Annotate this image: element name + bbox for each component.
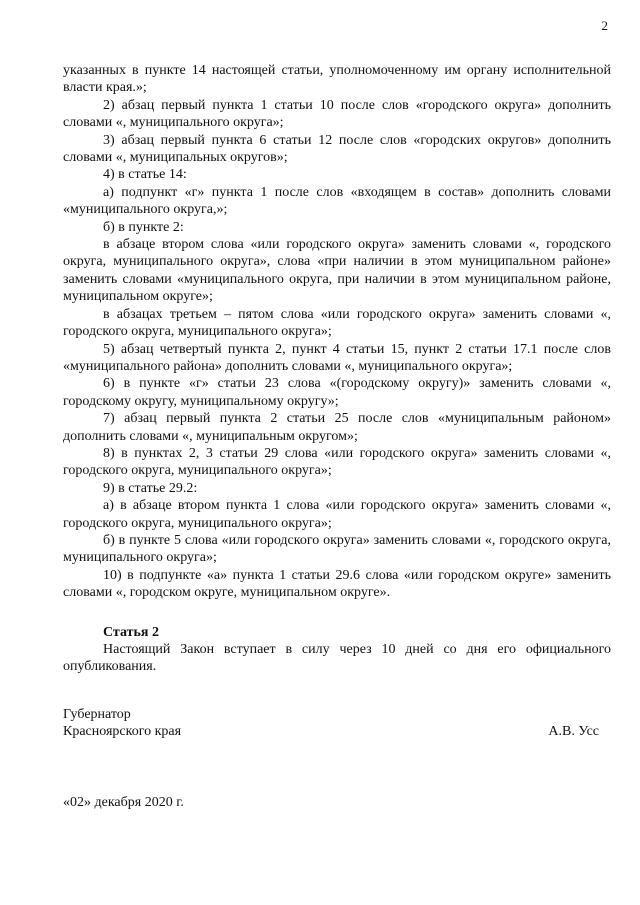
signature-block [63, 706, 611, 741]
article-2 [63, 624, 611, 676]
signer-name: А.В. Усс [548, 724, 599, 740]
paragraph: 9) в статье 29.2: [103, 480, 198, 496]
paragraph: б) в пункте 5 слова «или городского округа» заменить словами «, городского округа, муниципального округа»; [63, 532, 611, 566]
paragraph: а) подпункт «г» пункта 1 после слов «входящем в состав» дополнить словами «муниципального округа,»; [63, 184, 611, 218]
article-text: Настоящий Закон вступает в силу через 10 дней со дня его официального опубликования. [63, 642, 611, 675]
signer-region: Красноярского края [63, 724, 182, 740]
article-title: Статья 2 [103, 624, 159, 640]
page-number: 2 [601, 18, 608, 33]
paragraph: а) в абзаце втором пункта 1 слова «или городского округа» заменить словами «, городского округа, муниципального округа»; [63, 498, 611, 531]
paragraph: 7) абзац первый пункта 2 статьи 25 после слов «муниципальным районом» дополнить словами «, муниципальным округом»; [63, 411, 611, 444]
paragraph: 6) в пункте «г» статьи 23 слова «(городскому округу)» заменить словами «, городскому округу, муниципальному округу»; [63, 376, 611, 409]
signer-position: Губернатор [63, 707, 131, 722]
paragraph: 5) абзац четвертый пункта 2, пункт 4 статьи 15, пункт 2 статьи 17.1 после слов «муниципального района» дополнить словами «, муниципального округа»; [63, 341, 611, 374]
paragraph: 3) абзац первый пункта 6 статьи 12 после слов «городских округов» дополнить словами «, муниципальных округов»; [63, 132, 611, 166]
paragraph: 4) в статье 14: [103, 167, 187, 183]
document-date: «02» декабря 2020 г. [63, 795, 184, 810]
paragraph: 8) в пунктах 2, 3 статьи 29 слова «или городского округа» заменить словами «, городского округа, муниципального округа»; [63, 445, 611, 479]
paragraph: 10) в подпункте «а» пункта 1 статьи 29.6 слова «или городском округе» заменить словами «, городском округе, муниципальном округе». [63, 567, 611, 601]
paragraph: в абзаце втором слова «или городского округа» заменить словами «, городского округа, муниципального округа», слова «при наличии в этом муниципальном районе» заменить словами «муниципального округа, при наличии в этом муниципальном районе, муниципальном округе»; [63, 237, 611, 305]
paragraph: 2) абзац первый пункта 1 статьи 10 после слов «городского округа» дополнить словами «, муниципального округа»; [63, 97, 611, 131]
signature-row [63, 723, 611, 740]
paragraph: в абзацах третьем – пятом слова «или городского округа» заменить словами «, городского округа, муниципального округа»; [63, 306, 611, 340]
paragraph: б) в пункте 2: [103, 219, 184, 235]
document-body [63, 62, 611, 676]
paragraph: указанных в пункте 14 настоящей статьи, уполномоченному им органу исполнительной власти края.»; [63, 63, 611, 96]
